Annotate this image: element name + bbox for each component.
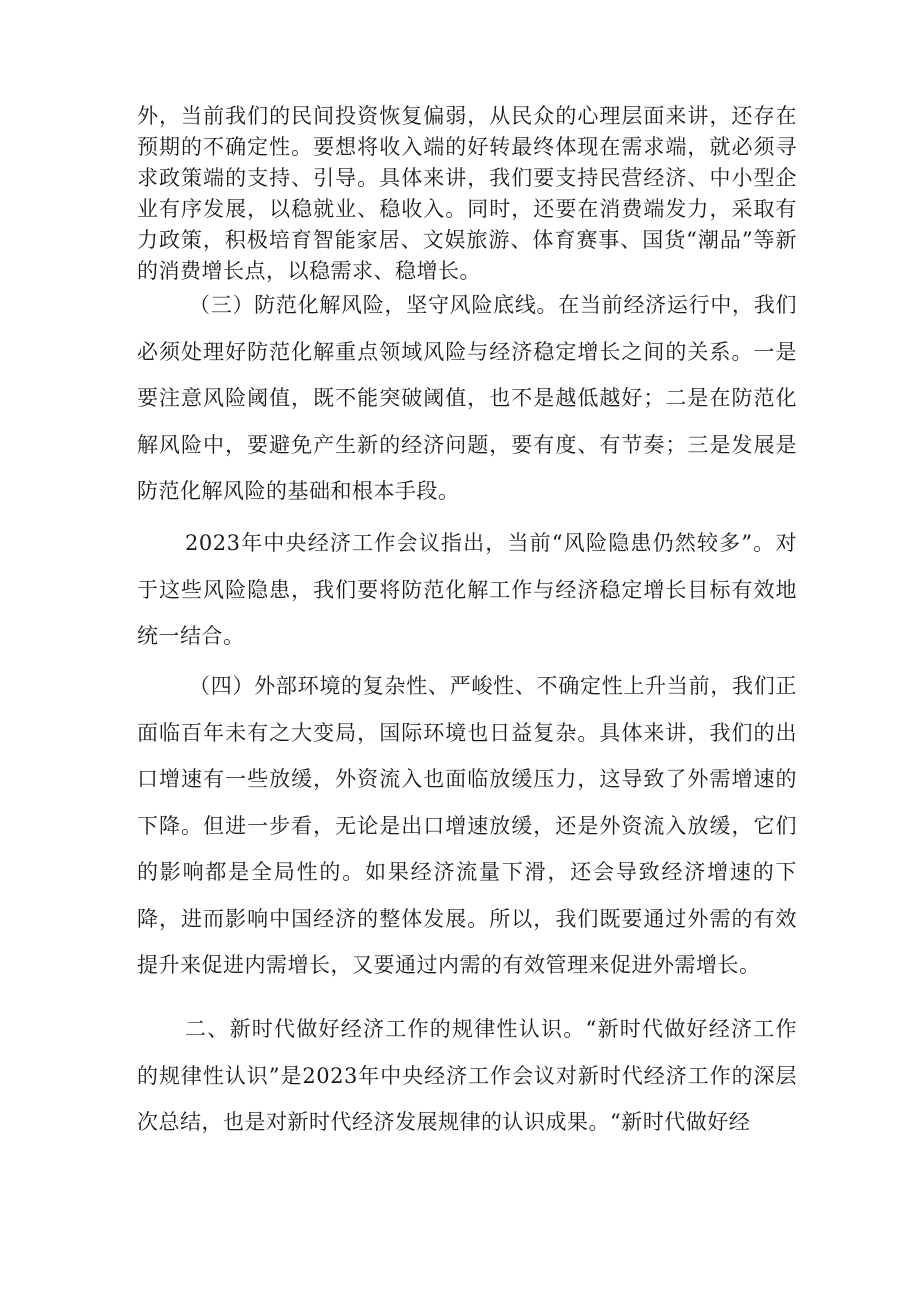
paragraph-external-environment: （四）外部环境的复杂性、严峻性、不确定性上升当前，我们正面临百年未有之大变局，国际环境也日益复杂。具体来讲，我们的出口增速有一些放缓，外资流入也面临放缓压力，这导致了外需增速的下降。但进一步看，无论是出口增速放缓，还是外资流入放缓，它们的影响都是全局性的。如果经济流量下滑，还会导致经济增速的下降，进而影响中国经济的整体发展。所以，我们既要通过外需的有效提升来促进内需增长，又要通过内需的有效管理来促进外需增长。: [137, 674, 797, 977]
paragraph-consumption: 外，当前我们的民间投资恢复偏弱，从民众的心理层面来讲，还存在预期的不确定性。要想将收入端的好转最终体现在需求端，就必须寻求政策端的支持、引导。具体来讲，我们要支持民营经济、中小型企业有序发展，以稳就业、稳收入。同时，还要在消费端发力，采取有力政策，积极培育智能家居、文娱旅游、体育赛事、国货“潮品”等新的消费增长点，以稳需求、稳增长。: [137, 104, 797, 283]
paragraph-new-era-understanding: 二、新时代做好经济工作的规律性认识。“新时代做好经济工作的规律性认识”是2023年中央经济工作会议对新时代经济工作的深层次总结，也是对新时代经济发展规律的认识成果。“新时代做好经: [137, 1017, 797, 1134]
paragraph-risk-prevention: （三）防范化解风险，坚守风险底线。在当前经济运行中，我们必须处理好防范化解重点领域风险与经济稳定增长之间的关系。一是要注意风险阈值，既不能突破阈值，也不是越低越好；二是在防范化解风险中，要避免产生新的经济问题，要有度、有节奏；三是发展是防范化解风险的基础和根本手段。: [137, 293, 797, 503]
paragraph-conference-2023: 2023年中央经济工作会议指出，当前“风险隐患仍然较多”。对于这些风险隐患，我们要将防范化解工作与经济稳定增长目标有效地统一结合。: [137, 531, 797, 648]
